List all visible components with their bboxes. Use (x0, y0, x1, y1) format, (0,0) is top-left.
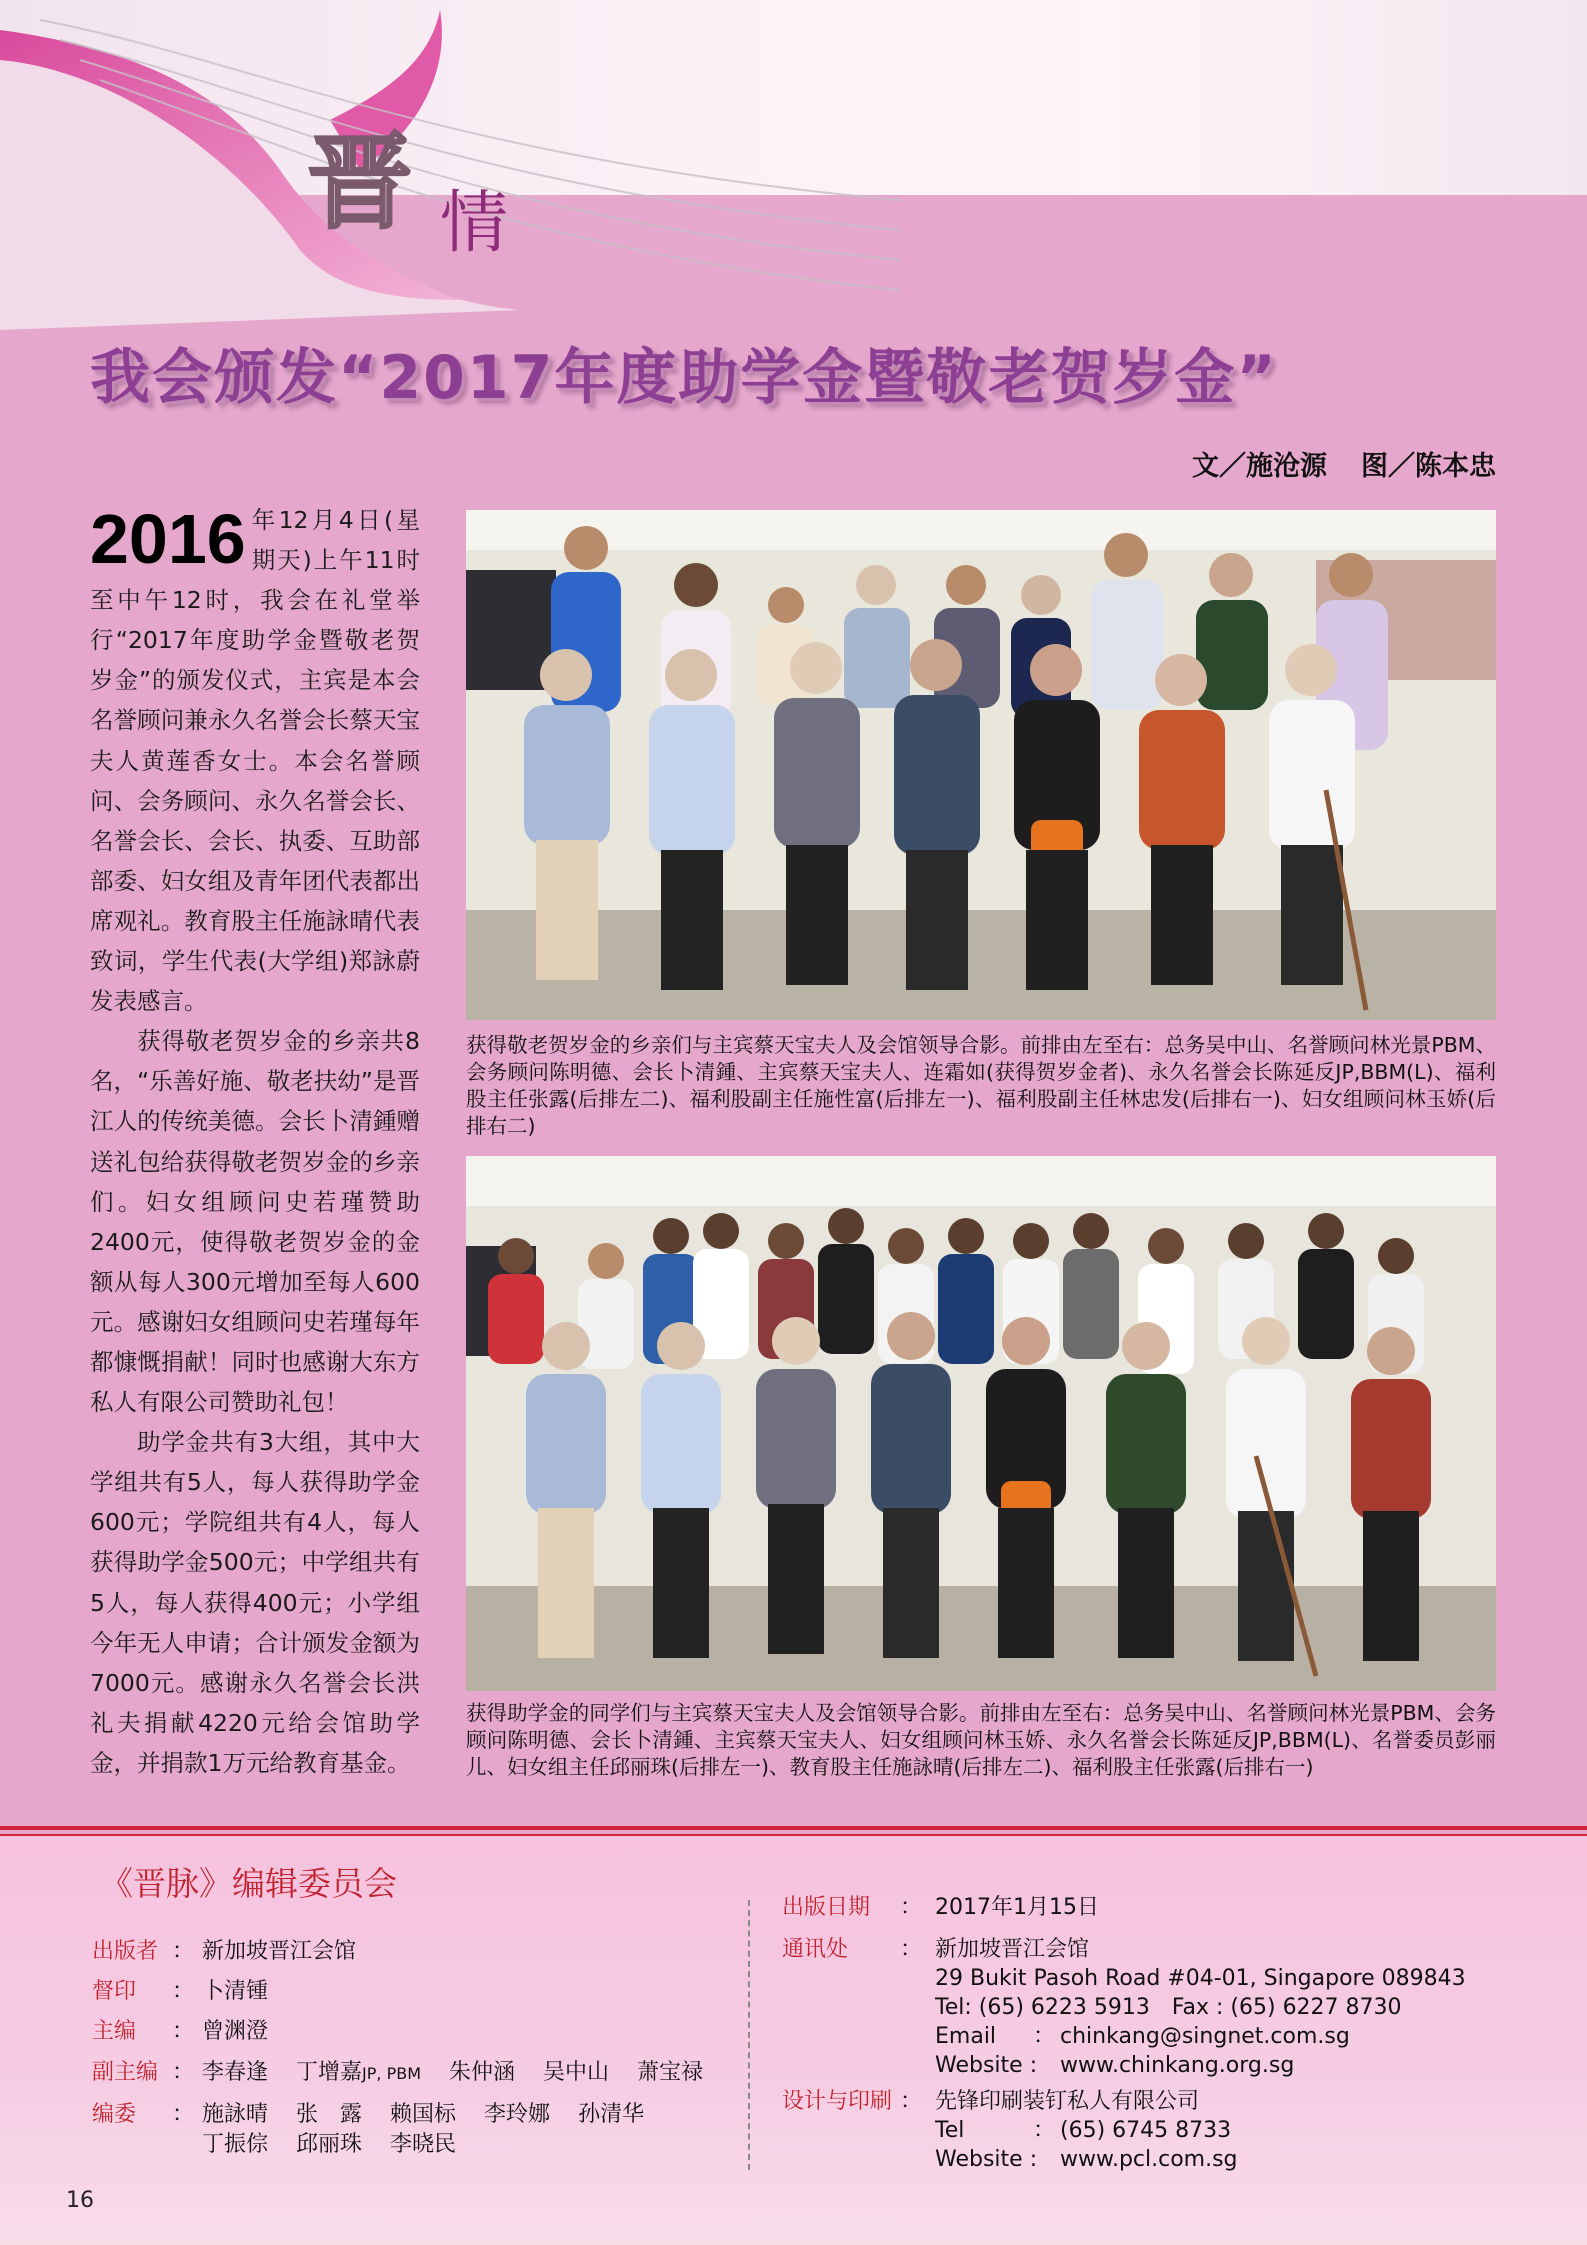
deputy-name: 吴中山 (543, 2060, 610, 2085)
colon: ： (172, 2019, 195, 2044)
committee-label: 编委 (92, 2102, 137, 2127)
byline (1192, 444, 1496, 483)
committee-name: 施詠晴 (202, 2102, 269, 2127)
photo-caption-1: 获得敬老贺岁金的乡亲们与主宾蔡天宝夫人及会馆领导合影。前排由左至右：总务吴中山、名誉顾问林光景PBM、会务顾问陈明德、会长卜清鍾、主宾蔡天宝夫人、连霜如(获得贺岁金者)、永久名誉会长陈延反JP,BBM(L)、福利股主任张露(后排左二)、福利股副主任施性富(后排左一)、福利股副主任林忠发(后排右一)、妇女组顾问林玉娇(后排右二) (466, 1033, 1496, 1138)
committee-name: 邱丽珠 (296, 2132, 363, 2157)
chief-editor-row (92, 2017, 732, 2047)
printer-tel-value: (65) 6745 8733 (1060, 2118, 1232, 2143)
byline-photographer: 图／陈本忠 (1361, 451, 1496, 482)
colon: ： (172, 1979, 195, 2004)
deputy-editors-value (202, 2058, 703, 2089)
printer-name: 先锋印刷装钉私人有限公司 (935, 2089, 1200, 2114)
supervisor-row (92, 1977, 732, 2007)
deputy-honorific: JP, PBM (362, 2064, 421, 2083)
deputy-name: 丁增嘉 (296, 2060, 363, 2085)
committee-name: 李玲娜 (484, 2102, 551, 2127)
printer-website-link[interactable]: www.pcl.com.sg (1060, 2147, 1238, 2172)
contact-website-link[interactable]: www.chinkang.org.sg (1060, 2053, 1295, 2078)
printer-row (782, 2087, 1502, 2187)
colon: ： (900, 1895, 923, 1920)
colon: ： (172, 2102, 195, 2127)
contact-email-link[interactable]: chinkang@singnet.com.sg (1060, 2024, 1350, 2049)
article-headline: 我会颁发“2017年度助学金暨敬老贺岁金” (90, 343, 1278, 413)
colon: ： (900, 2089, 923, 2114)
deputy-name: 朱仲涵 (449, 2060, 516, 2085)
article-paragraph-1 (90, 500, 420, 1021)
contact-org: 新加坡晋江会馆 (935, 1937, 1090, 1962)
contact-tel-fax: Tel: (65) 6223 5913 Fax : (65) 6227 8730 (935, 1995, 1402, 2020)
lead-year: 2016 (90, 500, 246, 578)
colon: ： (1033, 2024, 1056, 2049)
publisher-row (92, 1937, 732, 1967)
article-body (90, 500, 420, 1783)
committee-name: 丁振倧 (202, 2132, 269, 2157)
article-paragraph-3: 助学金共有3大组，其中大学组共有5人，每人获得助学金600元；学院组共有4人，每人获得助学金500元；中学组共有5人，每人获得400元；小学组今年无人申请；合计颁发金额为7000元。感谢永久名誉会长洪礼夫捐献4220元给会馆助学金，并捐款1万元给教育基金。 (90, 1428, 420, 1777)
committee-name: 孙清华 (578, 2102, 645, 2127)
footer-divider-thick (0, 1826, 1587, 1830)
supervisor-label: 督印 (92, 1979, 137, 2004)
committee-members-row2 (202, 2130, 456, 2160)
chief-editor-label: 主编 (92, 2019, 137, 2044)
committee-name: 赖国标 (390, 2102, 457, 2127)
group-photo-students (466, 1156, 1496, 1691)
colon: ： (172, 2060, 195, 2085)
contact-website-label: Website : (935, 2053, 1038, 2078)
committee-members-row1 (202, 2100, 644, 2130)
deputy-editors-label: 副主编 (92, 2060, 159, 2085)
footer-column-divider (748, 1900, 750, 2170)
contact-email-label: Email (935, 2024, 997, 2049)
chief-editor-value: 曾渊澄 (202, 2019, 269, 2044)
section-title-large-char: 晋 (308, 120, 413, 243)
publisher-label: 出版者 (92, 1939, 159, 1964)
committee-row (92, 2100, 732, 2160)
printer-website-label: Website : (935, 2147, 1038, 2172)
byline-writer: 文／施沧源 (1192, 451, 1327, 482)
group-photo-elders (466, 510, 1496, 1020)
colon: ： (900, 1937, 923, 1962)
editorial-committee-title: 《晋脉》编辑委员会 (100, 1864, 397, 1903)
contact-address-label: 通讯处 (782, 1937, 849, 1962)
printer-label: 设计与印刷 (782, 2089, 893, 2114)
contact-street-address: 29 Bukit Pasoh Road #04-01, Singapore 089843 (935, 1966, 1466, 1991)
publish-date-value: 2017年1月15日 (935, 1895, 1099, 1920)
publish-date-row (782, 1893, 1502, 1923)
section-title-small-char: 情 (440, 184, 509, 263)
photo-caption-2: 获得助学金的同学们与主宾蔡天宝夫人及会馆领导合影。前排由左至右：总务吴中山、名誉顾问林光景PBM、会务顾问陈明德、会长卜清鍾、主宾蔡天宝夫人、妇女组顾问林玉娇、永久名誉会长陈延反JP,BBM(L)、名誉委员彭丽儿、妇女组主任邱丽珠(后排左一)、教育股主任施詠晴(后排左二)、福利股主任张露(后排右一) (466, 1701, 1496, 1779)
article-paragraph-2: 获得敬老贺岁金的乡亲共8名，“乐善好施、敬老扶幼”是晋江人的传统美德。会长卜清鍾赠送礼包给获得敬老贺岁金的乡亲们。妇女组顾问史若瑾赞助2400元，使得敬老贺岁金的金额从每人300元增加至每人600元。感谢妇女组顾问史若瑾每年都慷慨捐献！同时也感谢大东方私人有限公司赞助礼包！ (90, 1027, 420, 1417)
colon: ： (1033, 2118, 1056, 2143)
deputy-name: 李春逢 (202, 2060, 269, 2085)
publish-date-label: 出版日期 (782, 1895, 871, 1920)
committee-name: 李晓民 (390, 2132, 457, 2157)
committee-name: 张 露 (296, 2102, 363, 2127)
supervisor-value: 卜清锺 (202, 1979, 269, 2004)
publisher-value: 新加坡晋江会馆 (202, 1939, 357, 1964)
page-number: 16 (66, 2188, 94, 2213)
colon: ： (172, 1939, 195, 1964)
paragraph-1-text: 年12月4日(星期天)上午11时至中午12时，我会在礼堂举行“2017年度助学金暨敬老贺岁金”的颁发仪式，主宾是本会名誉顾问兼永久名誉会长蔡天宝夫人黄莲香女士。本会名誉顾问、会务顾问、永久名誉会长、名誉会长、会长、执委、互助部部委、妇女组及青年团代表都出席观礼。教育股主任施詠晴代表致词，学生代表(大学组)郑詠蔚发表感言。 (90, 506, 420, 1016)
decorative-swoosh (0, 0, 900, 330)
deputy-name: 萧宝禄 (637, 2060, 704, 2085)
deputy-editors-row (92, 2058, 732, 2088)
printer-tel-label: Tel (935, 2118, 965, 2143)
